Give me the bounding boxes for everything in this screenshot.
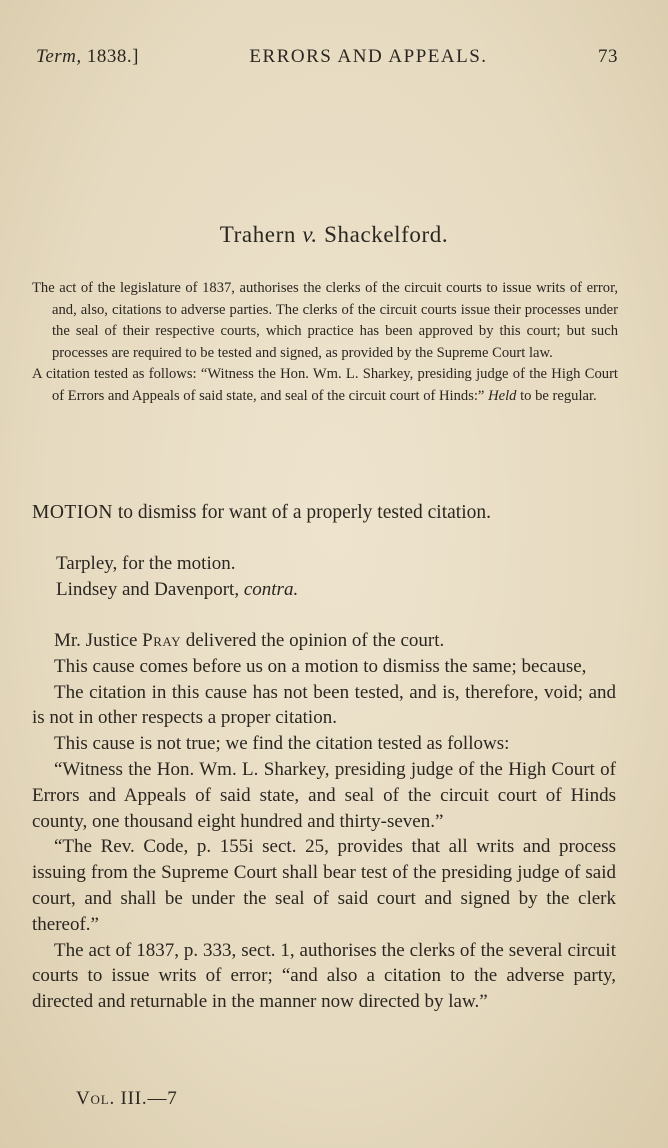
signature-mark: Vol. III.—7 bbox=[76, 1088, 178, 1109]
opinion-paragraph: The citation in this cause has not been tested, and is, therefore, void; and is not in other respects a proper citation. bbox=[32, 681, 616, 729]
opinion-paragraph: “The Rev. Code, p. 155i sect. 25, provides that all writs and process issuing from the Supreme Court shall bear test of the presiding judge of said court, and shall be under the seal of said court and signed by the clerk thereof.” bbox=[32, 836, 616, 935]
case-defendant: Shackelford. bbox=[324, 222, 449, 247]
opinion-intro-before: Mr. Justice bbox=[54, 630, 138, 651]
opinion-paragraph: “Witness the Hon. Wm. L. Sharkey, presiding judge of the High Court of Errors and Appeals of said state, and seal of the circuit court of Hinds county, one thousand eight hundred and thirty-seven.” bbox=[32, 758, 616, 832]
counsel-contra-names: Lindsey and Davenport, bbox=[56, 578, 240, 600]
opinion-paragraph: This cause comes before us on a motion to dismiss the same; because, bbox=[54, 655, 587, 677]
opinion-intro bbox=[32, 628, 616, 654]
running-header bbox=[36, 46, 618, 68]
counsel-contra: contra. bbox=[243, 578, 299, 600]
headnote-2 bbox=[32, 364, 618, 407]
headnotes bbox=[32, 278, 618, 408]
counsel bbox=[32, 551, 616, 603]
motion-caps: MOTION bbox=[32, 502, 113, 523]
header-term bbox=[36, 46, 139, 68]
opinion bbox=[32, 628, 616, 1015]
headnote-1: The act of the legislature of 1837, authorises the clerks of the circuit courts to issue writs of error, and, also, citations to adverse parties. The clerks of the circuit courts issue their processes under the seal of their respective courts, which practice has been approved by this court; but such processes are required to be tested and signed, as provided by the Supreme Court law. bbox=[32, 280, 618, 361]
opinion-paragraph: This cause is not true; we find the citation tested as follows: bbox=[54, 733, 510, 755]
opinion-intro-after: delivered the opinion of the court. bbox=[185, 630, 445, 651]
counsel-contra-line bbox=[32, 577, 616, 603]
header-title: ERRORS AND APPEALS. bbox=[249, 46, 488, 67]
page-number: 73 bbox=[597, 46, 618, 67]
headnote-2-held: Held bbox=[488, 387, 517, 404]
header-term-word: Term, bbox=[36, 46, 82, 67]
header-year: 1838.] bbox=[86, 46, 139, 67]
case-versus: v. bbox=[302, 222, 318, 247]
motion-rest: to dismiss for want of a properly tested citation. bbox=[117, 502, 492, 523]
headnote-2-text: A citation tested as follows: “Witness the Hon. Wm. L. Sharkey, presiding judge of the High Court of Errors and Appeals of said state, and seal of the circuit court of Hinds:” bbox=[32, 366, 618, 404]
opinion-paragraph: The act of 1837, p. 333, sect. 1, authorises the clerks of the several circuit courts to issue writs of error; “and also a citation to the adverse party, directed and returnable in the manner now directed by law.” bbox=[32, 939, 616, 1013]
headnote-2-tail: to be regular. bbox=[520, 387, 597, 404]
case-title bbox=[0, 222, 668, 248]
motion-line bbox=[32, 500, 616, 526]
judge-name: Pray bbox=[142, 630, 181, 651]
case-plaintiff: Trahern bbox=[219, 222, 296, 247]
counsel-for-motion: Tarpley, for the motion. bbox=[56, 553, 236, 574]
